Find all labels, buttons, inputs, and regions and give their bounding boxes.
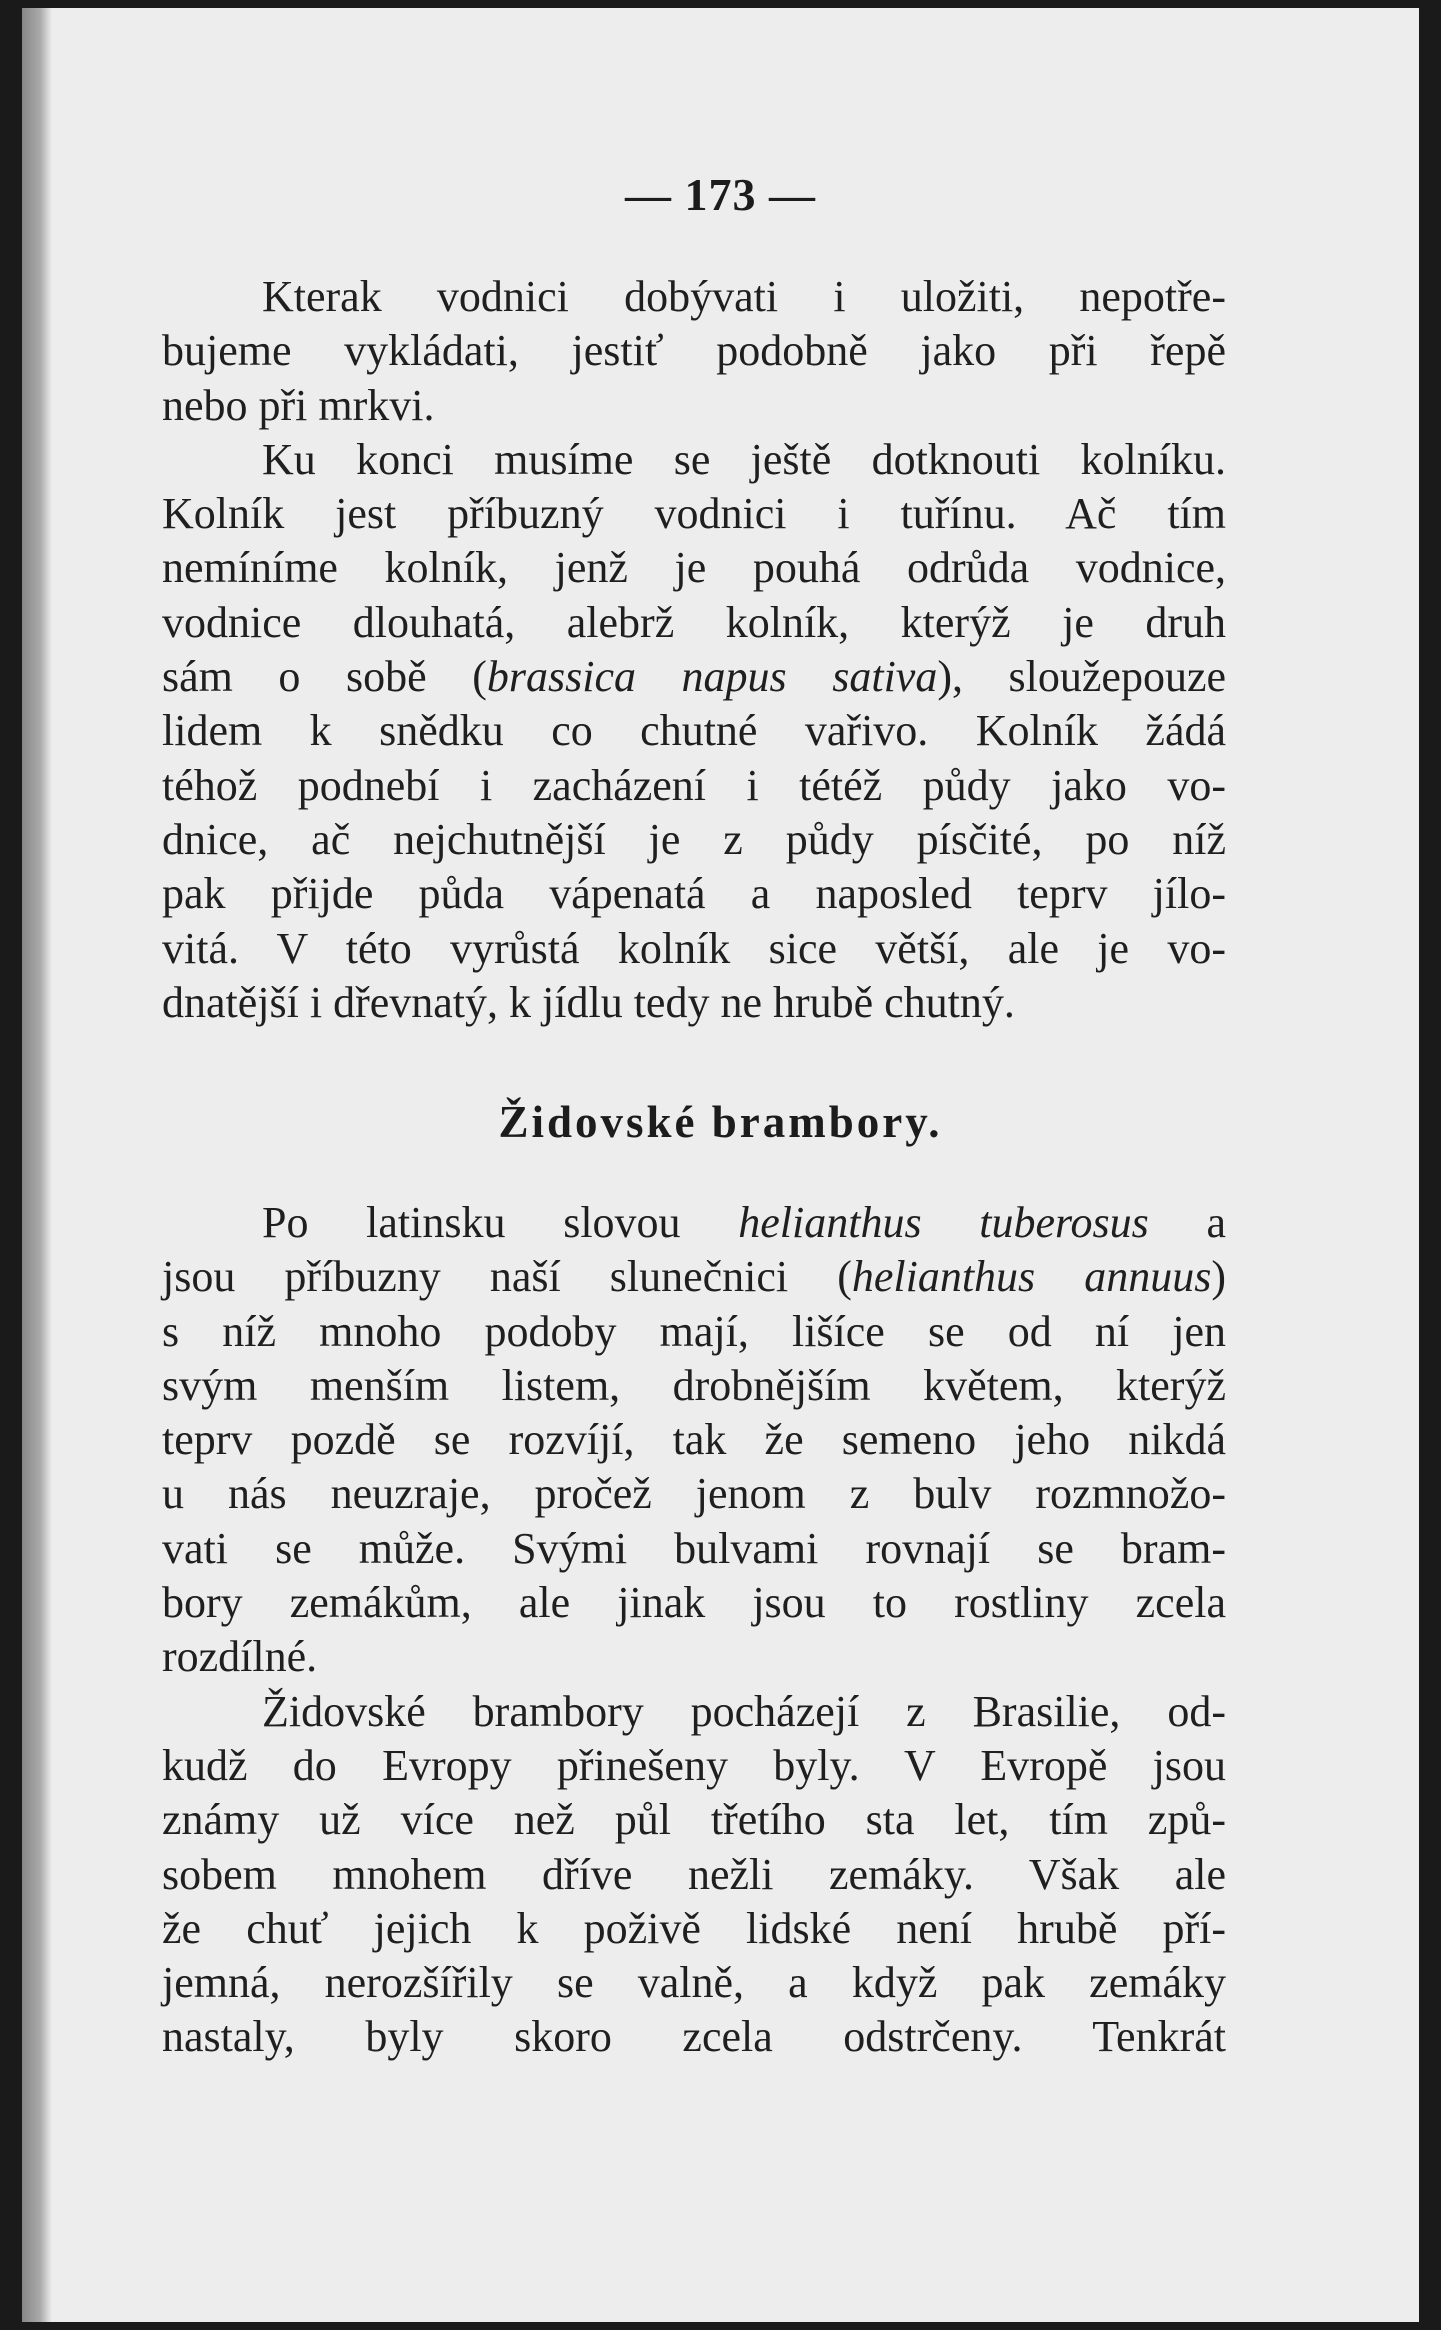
section-heading: Židovské brambory. (498, 1097, 943, 1147)
latin-term: brassica napus sativa (486, 652, 938, 702)
page-number: — 173 — (625, 169, 816, 220)
text-line: známy už více než půl třetího sta let, tím způ- (162, 1795, 1226, 1845)
text-segment: sám o sobě ( (162, 652, 487, 702)
text-line: vitá. V této vyrůstá kolník sice větší, ale je vo- (162, 923, 1226, 973)
page-spine-shadow (22, 8, 52, 2322)
text-line: Kolník jest příbuzný vodnici i tuřínu. Ač tím (162, 489, 1226, 539)
text-line: u nás neuzraje, pročež jenom z bulv rozmnožo- (162, 1469, 1226, 1519)
book-page (22, 8, 1419, 2322)
text-line: rozdílné. (162, 1632, 318, 1682)
text-line: Kterak vodnici dobývati i uložiti, nepotře- (262, 272, 1226, 321)
text-line: Ku konci musíme se ještě dotknouti kolníku. (262, 434, 1226, 484)
text-line: kudž do Evropy přinešeny byly. V Evropě jsou (162, 1740, 1226, 1790)
text-segment: jsou příbuzny naší slunečnici ( (162, 1252, 852, 1302)
text-line: vodnice dlouhatá, alebrž kolník, kterýž je druh (162, 597, 1226, 647)
text-segment: ), sloužepouze (937, 652, 1226, 702)
text-line: pak přijde půda vápenatá a naposled teprv jílo- (162, 869, 1226, 919)
latin-term: helianthus tuberosus (738, 1198, 1149, 1247)
text-line: svým menším listem, drobnějším květem, kterýž (162, 1360, 1226, 1410)
text-block-zidovske-brambory (162, 1196, 1226, 2065)
text-line: nastaly, byly skoro zcela odstrčeny. Tenkrát (162, 2012, 1226, 2062)
text-line: Židovské brambory pocházejí z Brasilie, od- (262, 1686, 1226, 1736)
text-line: teprv pozdě se rozvíjí, tak že semeno jeho nikdá (162, 1415, 1226, 1465)
text-line: bory zemákům, ale jinak jsou to rostliny zcela (162, 1578, 1226, 1628)
text-line: že chuť jejich k poživě lidské není hrubě pří- (162, 1903, 1226, 1953)
text-line (162, 1250, 1226, 1304)
text-line (162, 1196, 1226, 1250)
latin-term: helianthus annuus (851, 1252, 1212, 1302)
text-line: lidem k snědku co chutné vařivo. Kolník žádá (162, 706, 1226, 756)
text-line: nemíníme kolník, jenž je pouhá odrůda vodnice, (162, 543, 1226, 593)
text-line: s níž mnoho podoby mají, lišíce se od ní jen (162, 1306, 1226, 1356)
text-line: nebo při mrkvi. (162, 380, 435, 430)
text-line (162, 650, 1226, 704)
text-line: jemná, nerozšířily se valně, a když pak zemáky (162, 1958, 1226, 2008)
text-segment: ) (1211, 1252, 1226, 1302)
text-line: bujeme vykládati, jestiť podobně jako při řepě (162, 326, 1226, 376)
text-line: téhož podnebí i zacházení i tétéž půdy jako vo- (162, 760, 1226, 810)
text-block-kolnik (162, 270, 1226, 1030)
text-line: dnice, ač nejchutnější je z půdy písčité, po níž (162, 814, 1226, 864)
text-line: dnatější i dřevnatý, k jídlu tedy ne hrubě chutný. (162, 977, 1015, 1027)
text-line: sobem mnohem dříve nežli zemáky. Však ale (162, 1849, 1226, 1899)
text-line: vati se může. Svými bulvami rovnají se bram- (162, 1523, 1226, 1573)
text-segment: Po latinsku slovou (262, 1198, 739, 1247)
text-segment: a (1148, 1198, 1226, 1247)
